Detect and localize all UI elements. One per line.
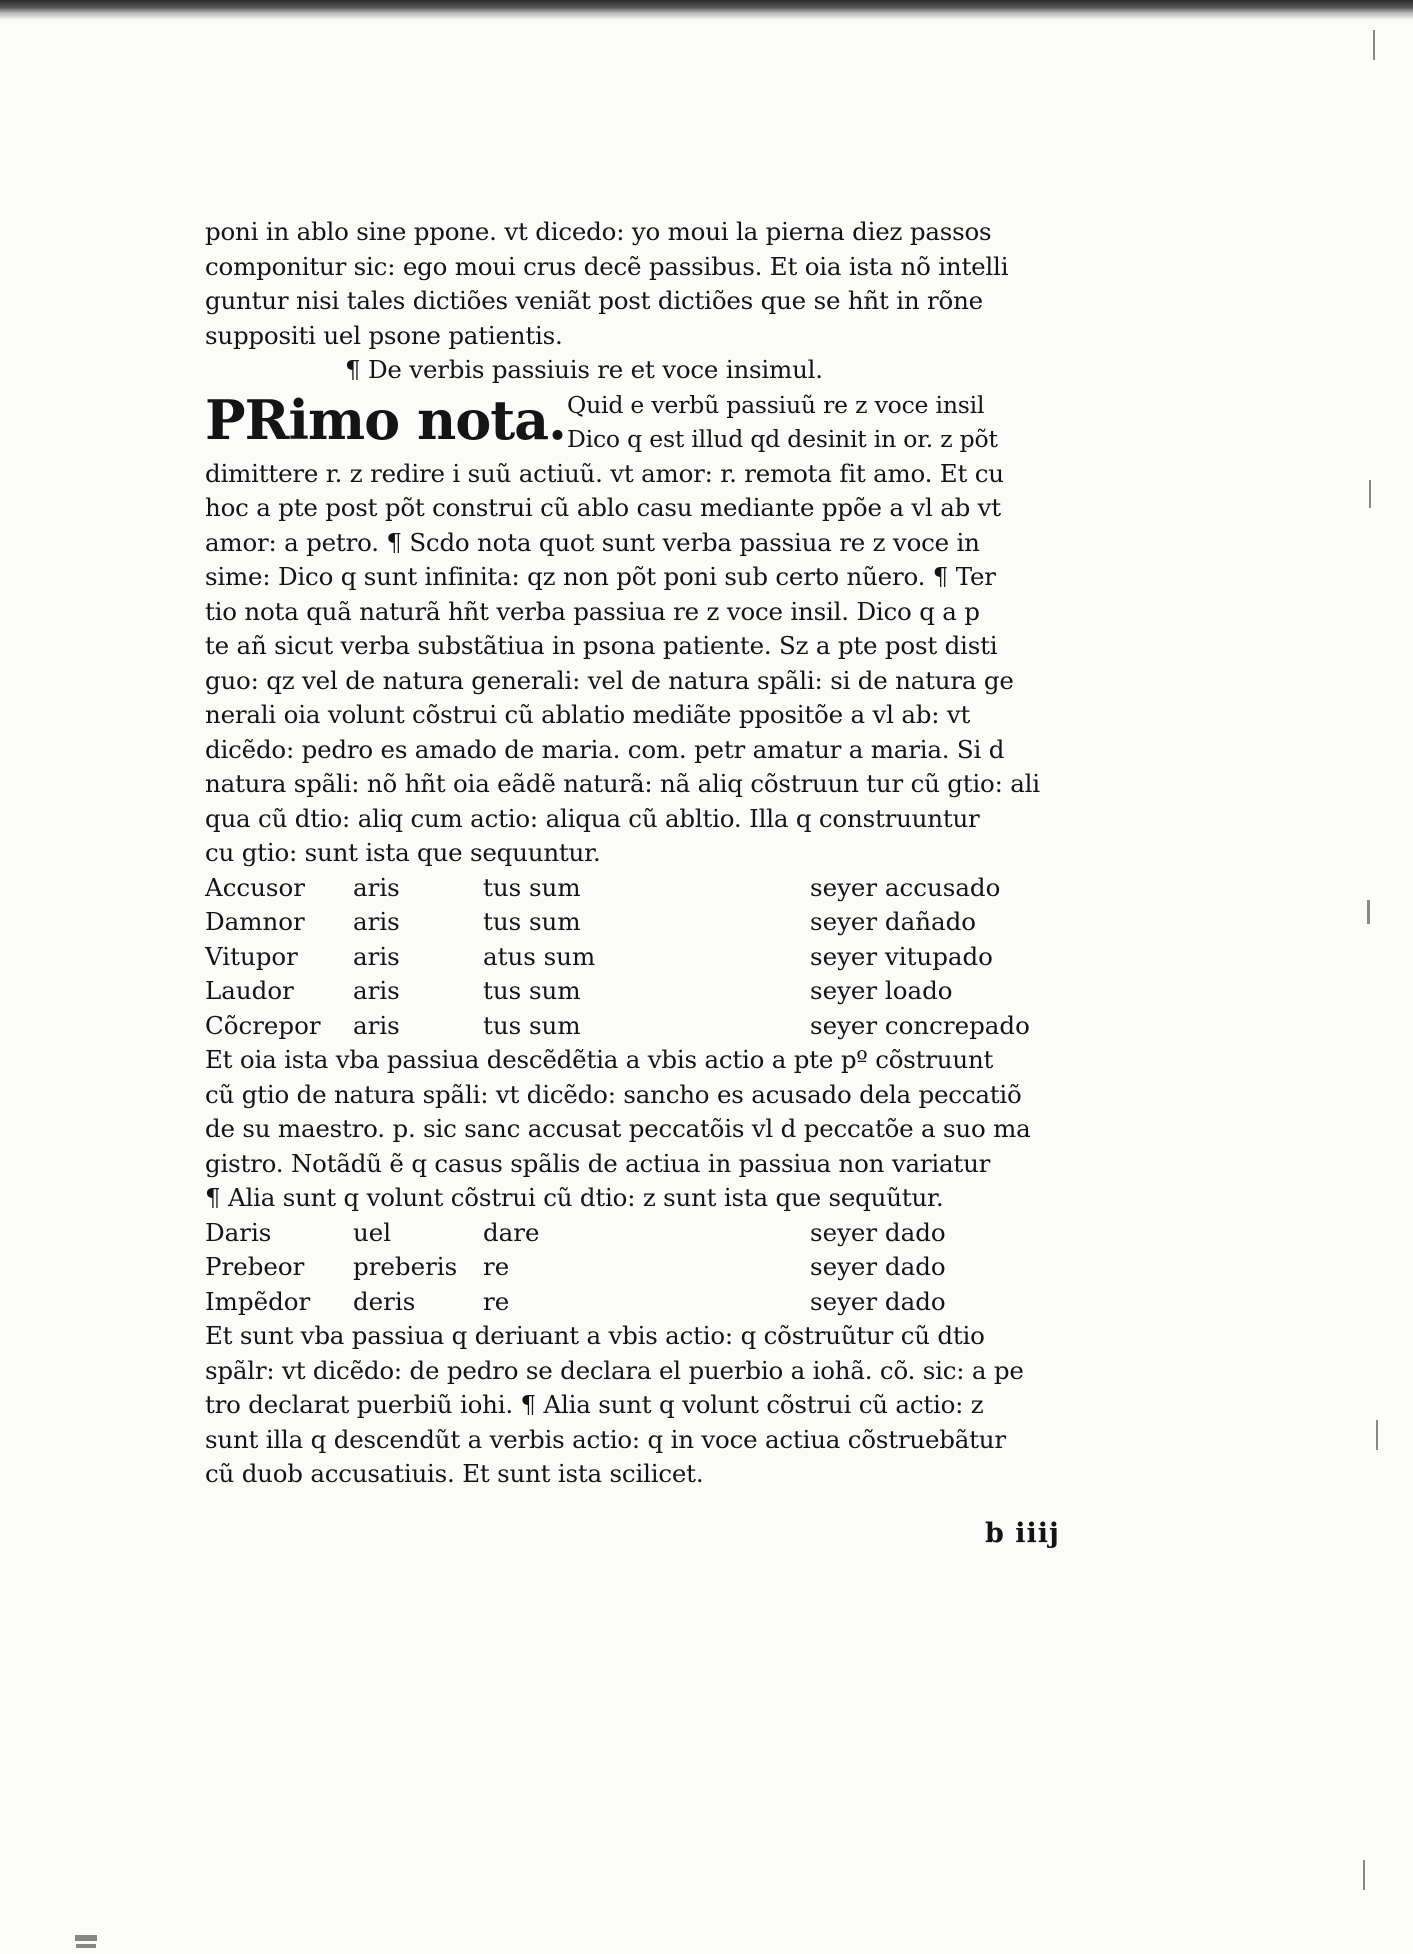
text-page (205, 215, 1065, 1492)
perfect-cell: tus sum (483, 907, 581, 936)
body-paragraph-2 (205, 1043, 1065, 1216)
margin-rule-mark (1373, 30, 1375, 60)
text-line: gistro. Notãdũ ẽ q casus spãlis de actiua in passiua non variatur (205, 1148, 991, 1178)
ending-cell: aris (353, 941, 400, 971)
text-line: Quid e verbũ passiuũ re z voce insil (567, 390, 985, 419)
text-line: cũ duob accusatiuis. Et sunt ista scilicet. (205, 1459, 704, 1488)
text-line: tro declarat puerbiũ iohi. ¶ Alia sunt q volunt cõstrui cũ actio: z (205, 1390, 984, 1419)
margin-rule-mark (1363, 1860, 1365, 1890)
text-line: guntur nisi tales dictiões veniãt post dictiões que se hñt in rõne (205, 286, 983, 315)
scan-top-edge (0, 0, 1413, 14)
verb-cell: Daris (205, 1217, 272, 1247)
scan-top-shadow (0, 14, 1413, 20)
table-row (205, 1285, 1065, 1320)
text-line: sime: Dico q sunt infinita: qz non põt poni sub certo nũero. ¶ Ter (205, 562, 996, 591)
table-row (205, 1009, 1065, 1044)
section-heading: ¶ De verbis passiuis re et voce insimul. (345, 355, 823, 384)
decorated-initial: PRimo nota. (205, 387, 566, 452)
text-line: dicẽdo: pedro es amado de maria. com. petr amatur a maria. Si d (205, 734, 1005, 764)
verb-cell: Prebeor (205, 1252, 305, 1281)
text-line: Dico q est illud qd desinit in or. z põt (567, 425, 998, 453)
text-line: guo: qz vel de natura generali: vel de natura spãli: si de natura ge (205, 665, 1014, 695)
opening-lines (205, 215, 1065, 353)
text-line: ¶ Alia sunt q volunt cõstrui cũ dtio: z sunt ista que sequũtur. (205, 1183, 944, 1212)
margin-rule-mark (1369, 480, 1371, 508)
text-line: cũ gtio de natura spãli: vt dicẽdo: sancho es acusado dela peccatiõ (205, 1079, 1022, 1109)
text-line: Et oia ista vba passiua descẽdẽtia a vbis actio a pte pº cõstruunt (205, 1045, 994, 1074)
translation-cell: seyer vitupado (810, 941, 993, 971)
table-row (205, 940, 1065, 975)
translation-cell: seyer accusado (810, 872, 1001, 902)
text-line: qua cũ dtio: aliq cum actio: aliqua cũ abltio. Illa q construuntur (205, 803, 980, 833)
table-row (205, 871, 1065, 906)
translation-cell: seyer dado (810, 1252, 946, 1281)
text-line: sunt illa q descendũt a verbis actio: q in voce actiua cõstruebãtur (205, 1424, 1006, 1454)
body-paragraph-3 (205, 1319, 1065, 1492)
perfect-cell: re (483, 1252, 510, 1281)
table-row (205, 974, 1065, 1009)
ending-cell: preberis (353, 1252, 458, 1281)
ending-cell: uel (353, 1217, 392, 1247)
text-line: natura spãli: nõ hñt oia eãdẽ naturã: nã aliq cõstruun tur cũ gtio: ali (205, 769, 1040, 798)
text-line: cu gtio: sunt ista que sequuntur. (205, 838, 601, 867)
translation-cell: seyer dado (810, 1217, 946, 1247)
text-line: de su maestro. p. sic sanc accusat peccatõis vl d peccatõe a suo ma (205, 1114, 1031, 1143)
translation-cell: seyer dado (810, 1286, 946, 1316)
table-row (205, 905, 1065, 940)
text-line: amor: a petro. ¶ Scdo nota quot sunt verba passiua re z voce in (205, 527, 980, 557)
verb-cell: Laudor (205, 976, 294, 1005)
perfect-cell: tus sum (483, 1010, 581, 1040)
verb-cell: Cõcrepor (205, 1010, 321, 1040)
table-row (205, 1250, 1065, 1285)
ending-cell: aris (353, 872, 400, 902)
verb-table-genitive (205, 871, 1065, 1044)
text-line: nerali oia volunt cõstrui cũ ablatio mediãte ppositõe a vl ab: vt (205, 700, 971, 729)
initial-side-text (567, 388, 998, 457)
verb-cell: Damnor (205, 907, 305, 936)
translation-cell: seyer loado (810, 976, 953, 1005)
margin-rule-mark (1367, 900, 1370, 924)
text-line: spãlr: vt dicẽdo: de pedro se declara el puerbio a iohã. cõ. sic: a pe (205, 1355, 1024, 1385)
ending-cell: deris (353, 1286, 416, 1316)
text-line: suppositi uel psone patientis. (205, 320, 563, 350)
translation-cell: seyer dañado (810, 907, 977, 936)
perfect-cell: re (483, 1286, 510, 1316)
body-paragraph-1 (205, 457, 1065, 871)
perfect-cell: tus sum (483, 872, 581, 902)
text-line: componitur sic: ego moui crus decẽ passibus. Et oia ista nõ intelli (205, 251, 1009, 281)
verb-cell: Accusor (205, 872, 305, 902)
text-line: hoc a pte post põt construi cũ ablo casu mediante ppõe a vl ab vt (205, 493, 1001, 522)
verb-cell: Vitupor (205, 941, 298, 971)
translation-cell: seyer concrepado (810, 1010, 1030, 1040)
perfect-cell: dare (483, 1217, 540, 1247)
text-line: poni in ablo sine ppone. vt dicedo: yo moui la pierna diez passos (205, 217, 992, 246)
verb-table-dative (205, 1216, 1065, 1320)
margin-rule-mark (1376, 1420, 1378, 1450)
bottom-left-mark (75, 1935, 97, 1941)
text-line: dimittere r. z redire i suũ actiuũ. vt amor: r. remota fit amo. Et cu (205, 458, 1004, 488)
ending-cell: aris (353, 976, 400, 1005)
table-row (205, 1216, 1065, 1251)
text-line: te añ sicut verba substãtiua in psona patiente. Sz a pte post disti (205, 631, 998, 660)
initial-block (205, 388, 1065, 457)
text-line: Et sunt vba passiua q deriuant a vbis actio: q cõstruũtur cũ dtio (205, 1321, 985, 1350)
bottom-left-mark (76, 1944, 96, 1948)
text-line: tio nota quã naturã hñt verba passiua re z voce insil. Dico q a p (205, 596, 980, 626)
verb-cell: Impẽdor (205, 1286, 311, 1316)
ending-cell: aris (353, 1010, 400, 1040)
ending-cell: aris (353, 907, 400, 936)
perfect-cell: atus sum (483, 941, 596, 971)
signature-mark: b iiij (985, 1518, 1060, 1549)
perfect-cell: tus sum (483, 976, 581, 1005)
